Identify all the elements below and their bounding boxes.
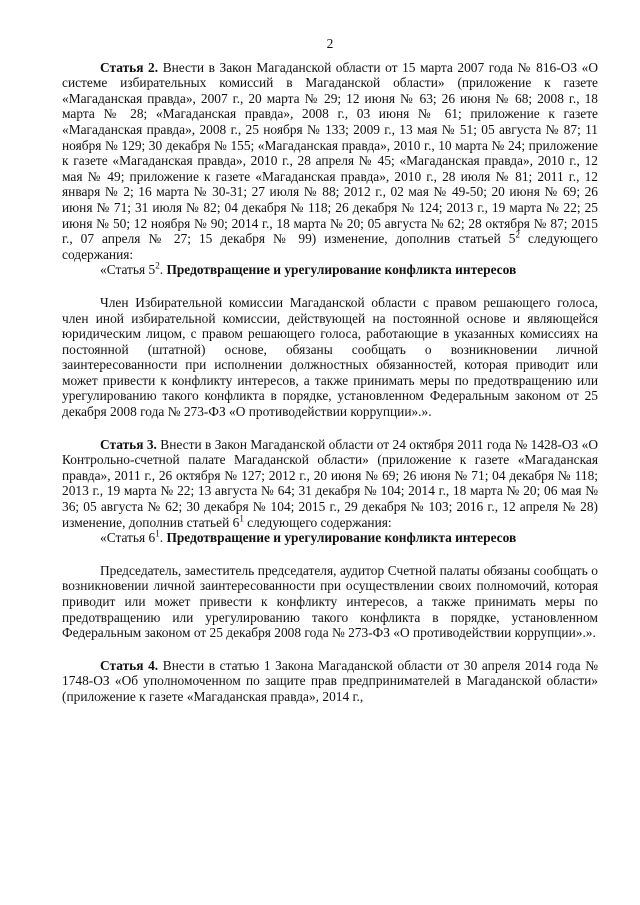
article-2-paragraph	[62, 60, 598, 263]
article-2-statya-superscript: 2	[155, 260, 160, 271]
page-number: 2	[326, 36, 334, 51]
article-3-body-tail: следующего содержания:	[243, 514, 392, 530]
article-2-heading: Статья 2.	[100, 59, 159, 75]
article-2-statya-title: Предотвращение и урегулирование конфликта интересов	[166, 262, 517, 278]
article-4-heading: Статья 4.	[100, 657, 159, 673]
article-3-body: Внести в Закон Магаданской области от 24 октября 2011 года № 1428-ОЗ «О Контрольно-счетной палате Магаданской области» (приложение к газете «Магаданская правда», 2011 г., 26 октября № 127; 2012 г., 20 июня № 69; 26 июня № 71; 04 декабря № 118; 2013 г., 19 марта № 22; 13 августа № 64; 31 декабря № 104; 2014 г., 18 марта № 20; 06 мая № 36; 05 августа № 62; 30 декабря № 104; 2015 г., 29 декабря № 103; 2016 г., 12 апреля № 28) изменение, дополнив статьей 6	[62, 436, 598, 530]
article-3-statya-content: Председатель, заместитель председателя, аудитор Счетной палаты обязаны сообщать о возникновении личной заинтересованности при осуществлении своих полномочий, которая приводит или может привести к конфликту интересов, а также принимать меры по предотвращению или урегулированию такого конфликта в порядке, установленном Федеральным законом от 25 декабря 2008 года № 273-ФЗ «О противодействии коррупции».».	[62, 562, 598, 641]
article-2-statya-label: «Статья 5	[100, 262, 156, 278]
article-2-body: Внести в Закон Магаданской области от 15 марта 2007 года № 816-ОЗ «О системе избирательных комиссий в Магаданской области» (приложение к газете «Магаданская правда», 2007 г., 20 марта № 29; 12 июня № 63; 26 июня № 68; 2008 г., 18 марта № 28; «Магаданская правда», 2008 г., 03 июня № 61; приложение к газете «Магаданская правда», 2008 г., 25 ноября № 133; 2009 г., 13 мая № 51; 05 августа № 87; 11 ноября № 129; 30 декабря № 155; «Магаданская правда», 2010 г., 10 марта № 24; приложение к газете «Магаданская правда», 2010 г., 28 апреля № 45; «Магаданская правда», 2010 г., 12 мая № 49; приложение к газете «Магаданская правда», 2010 г., 28 июля № 81; 2011 г., 12 января № 2; 16 марта № 30-31; 27 июля № 88; 2012 г., 02 мая № 49-50; 20 июня № 69; 26 июня № 71; 31 июля № 82; 04 декабря № 118; 26 декабря № 124; 2013 г., 19 марта № 22; 25 июня № 50; 12 ноября № 90; 2014 г., 18 марта № 20; 05 августа № 62; 28 октября № 87; 2015 г., 07 апреля № 27; 15 декабря № 99) изменение, дополнив статьей 5	[62, 59, 598, 247]
article-3-heading: Статья 3.	[100, 436, 157, 452]
article-3-statya-superscript: 1	[155, 528, 160, 539]
article-3-statya-title: Предотвращение и урегулирование конфликта интересов	[166, 530, 517, 546]
article-4-body: Внести в статью 1 Закона Магаданской области от 30 апреля 2014 года № 1748-ОЗ «Об уполномоченном по защите прав предпринимателей в Магаданской области» (приложение к газете «Магаданская правда», 2014 г.,	[62, 657, 598, 704]
article-2-statya-dot: .	[159, 262, 167, 278]
article-2-body-tail: следующего содержания:	[62, 231, 598, 262]
article-3-paragraph	[62, 437, 598, 531]
article-3-statya-label: «Статья 6	[100, 530, 156, 546]
article-3-new-statya-line	[62, 530, 598, 546]
article-2-new-statya-line	[62, 262, 598, 278]
article-3-statya-dot: .	[159, 530, 167, 546]
article-3-body-superscript: 1	[239, 513, 244, 524]
article-2-body-superscript: 2	[515, 229, 520, 240]
article-4-paragraph	[62, 658, 598, 705]
article-2-statya-content: Член Избирательной комиссии Магаданской области с правом решающего голоса, член иной избирательной комиссии, действующей на постоянной основе и являющейся юридическим лицом, с правом решающего голоса, работающие в указанных комиссиях на постоянной (штатной) основе, обязаны сообщать о возникновении личной заинтересованности при исполнении должностных обязанностей, которая приводит или может привести к конфликту интересов, а также принимать меры по предотвращению или урегулированию такого конфликта в порядке, установленном Федеральным законом от 25 декабря 2008 года № 273-ФЗ «О противодействии коррупции».».	[62, 294, 598, 420]
